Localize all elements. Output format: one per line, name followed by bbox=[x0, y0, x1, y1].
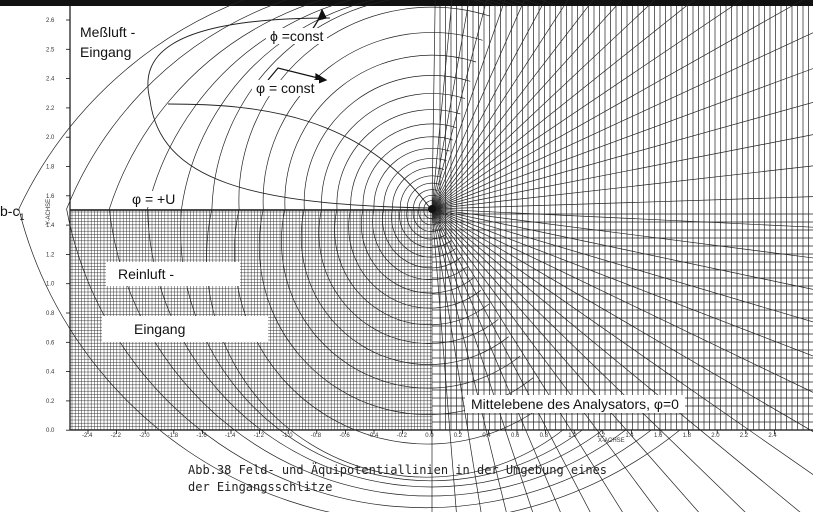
messluft-label-line2: Eingang bbox=[80, 44, 132, 60]
phi-const-label: ϕ =const bbox=[266, 28, 327, 44]
x-tick-label: -0.6 bbox=[339, 433, 350, 439]
equipotential-arc bbox=[392, 209, 456, 257]
field-line bbox=[432, 0, 715, 209]
x-tick-label: -2.2 bbox=[110, 433, 121, 439]
y-tick-label: 1.6 bbox=[46, 193, 55, 200]
x-axis-ticks bbox=[82, 430, 777, 439]
x-tick-label: 1.6 bbox=[654, 433, 663, 439]
equipotential-arc bbox=[259, 209, 533, 415]
top-border bbox=[0, 0, 813, 6]
x-tick-label: 0.6 bbox=[511, 433, 520, 439]
x-tick-label: 1.8 bbox=[682, 433, 691, 439]
x-tick-label: 0.2 bbox=[453, 433, 463, 439]
figure-caption bbox=[188, 462, 607, 496]
caption-line2: der Eingangsschlitze bbox=[188, 480, 333, 494]
x-tick-label: 2.4 bbox=[768, 433, 777, 439]
y-axis-ticks bbox=[46, 18, 70, 434]
reinluft-label: Reinluft - bbox=[106, 262, 240, 286]
annotation-arrows bbox=[268, 10, 326, 84]
y-axis-title: Y-ACHSE bbox=[46, 198, 52, 225]
field-line bbox=[432, 0, 609, 209]
equipotential-arc bbox=[349, 209, 481, 308]
x-tick-label: 2.0 bbox=[711, 433, 720, 439]
equipotential-arc bbox=[335, 209, 489, 325]
phi-plus-u-label: φ = +U bbox=[128, 191, 179, 207]
messluft-label-line1: Meßluft - bbox=[80, 24, 136, 40]
x-tick-label: -0.4 bbox=[368, 433, 379, 439]
caption-line1: Abb.38 Feld- und Äquipotentiallinien in der Umgebung eines bbox=[188, 463, 608, 477]
y-tick-label: 2.2 bbox=[46, 105, 55, 112]
eingang-label: Eingang bbox=[102, 316, 268, 342]
x-tick-label: -1.4 bbox=[225, 433, 236, 439]
equipotential-arc bbox=[383, 209, 461, 268]
y-tick-label: 2.4 bbox=[46, 76, 55, 83]
y-tick-label: 0.4 bbox=[46, 369, 55, 376]
equipotential-arc bbox=[373, 209, 467, 280]
y-tick-label: 0.8 bbox=[46, 311, 55, 317]
equipotential-lines bbox=[19, 0, 813, 512]
x-axis-title: X-ACHSE bbox=[598, 438, 625, 444]
x-tick-label: -1.8 bbox=[167, 433, 179, 439]
y-tick-label: 0.0 bbox=[46, 428, 55, 435]
x-tick-label: 0.4 bbox=[482, 433, 491, 439]
x-tick-label: -2.4 bbox=[82, 433, 93, 439]
x-tick-label: 1.0 bbox=[568, 433, 577, 439]
y-tick-label: 0.6 bbox=[46, 340, 55, 347]
x-tick-label: -0.8 bbox=[310, 433, 322, 439]
equipotential-arc bbox=[319, 209, 498, 344]
x-tick-label: -1.2 bbox=[253, 433, 264, 439]
b-c1-main: b-c bbox=[0, 203, 20, 219]
y-tick-label: 2.5 bbox=[46, 47, 55, 54]
b-c1-sub: 1 bbox=[19, 211, 25, 222]
x-tick-label: -0.2 bbox=[396, 433, 407, 439]
varphi-const-label: φ = const bbox=[252, 80, 319, 96]
slit-edge-point bbox=[428, 205, 436, 213]
y-tick-label: 2.6 bbox=[46, 18, 55, 24]
y-tick-label: 0.2 bbox=[46, 398, 55, 405]
b-c1-label bbox=[0, 203, 24, 222]
x-tick-label: -1.0 bbox=[282, 433, 293, 439]
y-tick-label: 2.0 bbox=[46, 135, 55, 142]
messluft-label bbox=[80, 22, 135, 62]
mittelebene-label: Mittelebene des Analysators, φ=0 bbox=[465, 395, 685, 413]
y-tick-label: 1.4 bbox=[46, 223, 55, 230]
equipotential-arc-upper bbox=[182, 0, 508, 209]
equipotential-arc bbox=[181, 209, 583, 481]
y-tick-label: 1.2 bbox=[46, 252, 55, 259]
y-tick-label: 1.8 bbox=[46, 164, 55, 171]
x-tick-label: 2.2 bbox=[739, 433, 749, 439]
x-tick-label: 0.8 bbox=[539, 433, 548, 439]
equipotential-arc-upper bbox=[212, 0, 498, 209]
equipotential-arc-upper bbox=[263, 32, 482, 209]
x-tick-label: 1.2 bbox=[596, 433, 606, 439]
x-tick-label: -2.0 bbox=[139, 433, 150, 439]
x-tick-label: 1.4 bbox=[625, 433, 634, 439]
y-tick-label: 1.0 bbox=[46, 281, 55, 288]
x-tick-label: -1.6 bbox=[196, 433, 207, 439]
x-tick-label: 0.0 bbox=[425, 433, 434, 439]
field-line bbox=[432, 0, 554, 209]
